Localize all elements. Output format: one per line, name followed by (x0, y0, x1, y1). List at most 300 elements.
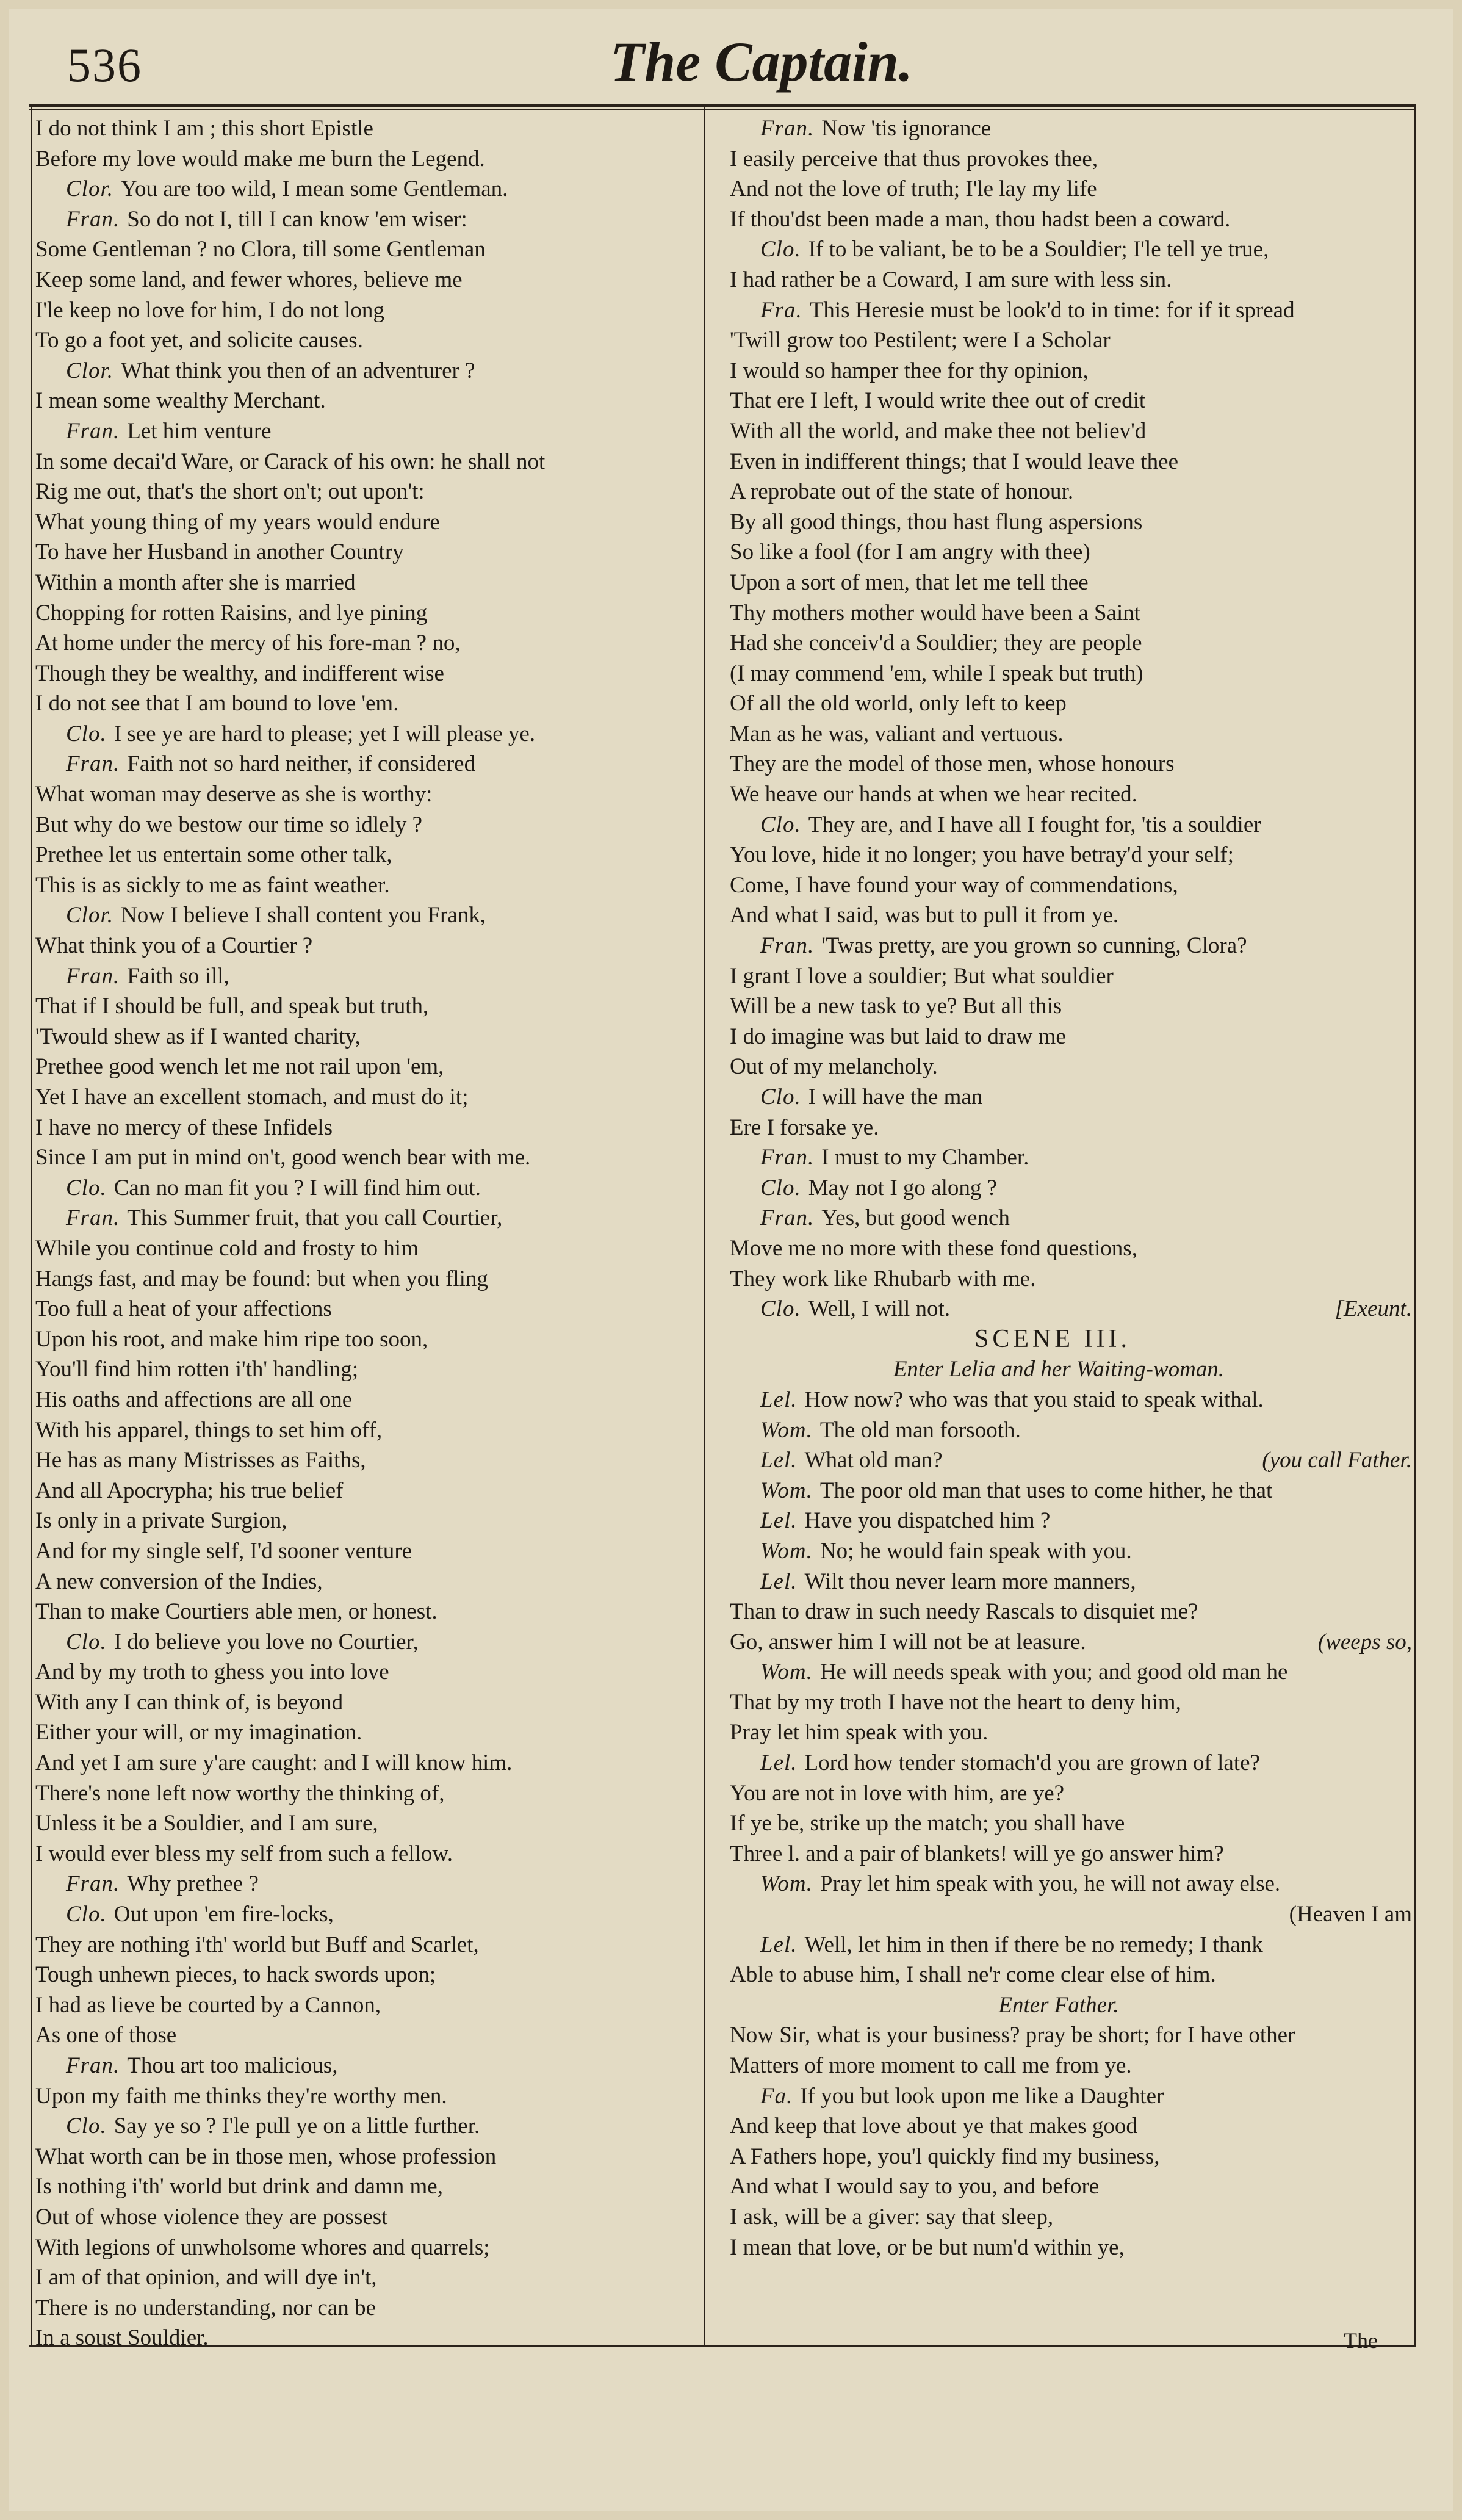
verse-line (730, 1778, 1412, 1809)
speaker-name: Clo. (66, 1175, 107, 1200)
verse-line (35, 2323, 700, 2353)
line-text: Now Sir, what is your business? pray be short; for I have other (730, 2023, 1295, 2048)
verse-line (35, 386, 700, 416)
speaker-name: Fa. (760, 2083, 793, 2109)
line-text: I grant I love a souldier; But what souldier (730, 963, 1114, 989)
line-text: Had she conceiv'd a Souldier; they are people (730, 630, 1142, 656)
speaker-name: Fran. (66, 418, 120, 444)
right-aligned-text: (you call Father. (1262, 1448, 1412, 1473)
verse-line (35, 749, 700, 779)
line-text: Will be a new task to ye? But all this (730, 994, 1062, 1019)
line-text: He has as many Mistrisses as Faiths, (35, 1448, 366, 1473)
line-text: Too full a heat of your affections (35, 1296, 332, 1322)
verse-line (35, 1688, 700, 1718)
verse-line (730, 204, 1412, 235)
verse-line (730, 598, 1412, 629)
verse-line (730, 1748, 1412, 1778)
verse-line (35, 1143, 700, 1173)
verse-line (35, 659, 700, 689)
line-text: What young thing of my years would endure (35, 509, 440, 535)
verse-line (35, 991, 700, 1022)
verse-line (730, 2111, 1412, 2142)
verse-line (730, 719, 1412, 749)
line-text: If thou'dst been made a man, thou hadst been a coward. (730, 206, 1231, 232)
verse-line (35, 568, 700, 598)
verse-line (35, 507, 700, 538)
speaker-name: Fran. (66, 963, 120, 989)
line-text: Keep some land, and fewer whores, believe me (35, 267, 463, 292)
line-text: I'le keep no love for him, I do not long (35, 297, 384, 323)
line-text: I have no mercy of these Infidels (35, 1114, 333, 1140)
line-text: Lord how tender stomach'd you are grown of late? (804, 1750, 1260, 1776)
line-text: I easily perceive that thus provokes thee, (730, 146, 1098, 171)
verse-line (35, 1839, 700, 1869)
line-text: I mean some wealthy Merchant. (35, 388, 326, 414)
speaker-name: Wom. (760, 1659, 813, 1685)
line-text: You love, hide it no longer; you have betray'd your self; (730, 842, 1234, 868)
speaker-name: Fran. (66, 1871, 120, 1897)
verse-line (730, 2202, 1412, 2233)
verse-line (730, 1476, 1412, 1506)
speaker-name: Clo. (66, 1629, 107, 1655)
verse-line (730, 1415, 1412, 1446)
verse-line (730, 961, 1412, 992)
verse-line (730, 386, 1412, 416)
verse-line (35, 1899, 700, 1930)
speaker-name: Clo. (760, 1085, 801, 1110)
line-text: Is nothing i'th' world but drink and damn me, (35, 2174, 443, 2200)
verse-line (730, 1627, 1412, 1658)
verse-line (730, 1113, 1412, 1143)
verse-line (730, 2051, 1412, 2081)
line-text: This Heresie must be look'd to in time: for if it spread (809, 297, 1295, 323)
line-text: So do not I, till I can know 'em wiser: (127, 206, 467, 232)
verse-line (730, 1536, 1412, 1567)
line-text: And yet I am sure y'are caught: and I will know him. (35, 1750, 513, 1776)
verse-line (730, 2172, 1412, 2202)
line-text: I ask, will be a giver: say that sleep, (730, 2204, 1054, 2229)
verse-line (730, 1203, 1412, 1233)
speaker-name: Wom. (760, 1417, 813, 1443)
verse-line (35, 2111, 700, 2142)
speaker-name: Clor. (66, 903, 114, 928)
line-text: His oaths and affections are all one (35, 1387, 353, 1412)
verse-line (35, 840, 700, 870)
verse-line (35, 1203, 700, 1233)
verse-line (35, 1627, 700, 1658)
line-text: Than to draw in such needy Rascals to disquiet me? (730, 1599, 1198, 1625)
verse-line (730, 2142, 1412, 2172)
line-text: Matters of more moment to call me from ye. (730, 2053, 1132, 2078)
verse-line (35, 1173, 700, 1204)
line-text: I do not see that I am bound to love 'em. (35, 691, 399, 717)
line-text: To go a foot yet, and solicite causes. (35, 328, 363, 353)
right-border-rule (1414, 107, 1416, 2345)
line-text: What think you of a Courtier ? (35, 933, 313, 959)
left-border-rule (31, 107, 32, 2345)
verse-line (35, 114, 700, 144)
verse-line (35, 1385, 700, 1415)
verse-line (35, 1930, 700, 1960)
line-text: While you continue cold and frosty to him (35, 1235, 419, 1261)
speaker-name: Lel. (760, 1448, 798, 1473)
speaker-name: Fran. (66, 1205, 120, 1231)
verse-line (35, 1778, 700, 1809)
line-text: Upon a sort of men, that let me tell thee (730, 569, 1089, 595)
line-text: Unless it be a Souldier, and I am sure, (35, 1811, 378, 1836)
verse-line (730, 1869, 1412, 1899)
verse-line (35, 2051, 700, 2081)
line-text: And what I would say to you, and before (730, 2174, 1100, 2200)
verse-line (730, 477, 1412, 507)
line-text: He will needs speak with you; and good old man he (819, 1659, 1288, 1685)
speaker-name: Wom. (760, 1871, 813, 1897)
line-text: But why do we bestow our time so idlely ? (35, 812, 423, 837)
speaker-name: Fran. (66, 2053, 120, 2078)
verse-line (35, 1294, 700, 1324)
verse-line (35, 1233, 700, 1264)
verse-line (35, 2081, 700, 2112)
header-rule (29, 104, 1416, 107)
verse-line (35, 295, 700, 326)
verse-line (730, 1506, 1412, 1536)
line-text: (I may commend 'em, while I speak but truth) (730, 660, 1143, 686)
line-text: Since I am put in mind on't, good wench bear with me. (35, 1145, 531, 1171)
verse-line (730, 1808, 1412, 1839)
verse-line (730, 144, 1412, 175)
line-text: Chopping for rotten Raisins, and lye pining (35, 600, 428, 626)
line-text: Let him venture (127, 418, 272, 444)
verse-line (730, 870, 1412, 901)
line-text: What think you then of an adventurer ? (121, 358, 475, 383)
line-text: Say ye so ? I'le pull ye on a little further. (113, 2114, 480, 2139)
verse-line (730, 659, 1412, 689)
verse-line (35, 1354, 700, 1385)
speaker-name: Clo. (760, 812, 801, 837)
verse-line (35, 537, 700, 568)
verse-line (35, 1445, 700, 1476)
verse-line (35, 2202, 700, 2233)
verse-line (35, 779, 700, 810)
line-text: And keep that love about ye that makes good (730, 2114, 1137, 2139)
right-aligned-text: (weeps so, (1317, 1629, 1412, 1655)
line-text: Upon his root, and make him ripe too soon, (35, 1326, 428, 1352)
right-text-column (730, 114, 1412, 2262)
verse-line (730, 779, 1412, 810)
speaker-name: Lel. (760, 1508, 798, 1534)
line-text: What old man? (804, 1448, 943, 1473)
line-text: They are nothing i'th' world but Buff and Scarlet, (35, 1932, 479, 1957)
line-text: So like a fool (for I am angry with thee) (730, 540, 1090, 565)
verse-line (730, 416, 1412, 447)
line-text: Three l. and a pair of blankets! will ye go answer him? (730, 1841, 1224, 1866)
line-text: This Summer fruit, that you call Courtier, (127, 1205, 503, 1231)
speaker-name: Fran. (760, 1145, 815, 1171)
line-text: Come, I have found your way of commendations, (730, 872, 1178, 898)
verse-line (35, 1960, 700, 1990)
line-text: Able to abuse him, I shall ne'r come clear else of him. (730, 1962, 1216, 1988)
verse-line (730, 537, 1412, 568)
verse-line (35, 1717, 700, 1748)
line-text: Than to make Courtiers able men, or honest. (35, 1599, 438, 1625)
speaker-name: Fran. (760, 933, 815, 959)
speaker-name: Fra. (760, 297, 802, 323)
verse-line (730, 325, 1412, 356)
verse-line (730, 1082, 1412, 1113)
line-text: The old man forsooth. (819, 1417, 1021, 1443)
line-text: They work like Rhubarb with me. (730, 1266, 1036, 1291)
verse-line (730, 1930, 1412, 1960)
verse-line (730, 1688, 1412, 1718)
line-text: I will have the man (808, 1085, 983, 1110)
line-text: They are, and I have all I fought for, 'tis a souldier (808, 812, 1261, 837)
verse-line (35, 2020, 700, 2051)
verse-line (35, 1324, 700, 1355)
verse-line (35, 416, 700, 447)
verse-line (730, 1233, 1412, 1264)
line-text: As one of those (35, 2023, 177, 2048)
line-text: Within a month after she is married (35, 569, 356, 595)
line-text: Pray let him speak with you, he will not away else. (819, 1871, 1281, 1897)
verse-line (730, 1717, 1412, 1748)
verse-line (35, 961, 700, 992)
line-text: If to be valiant, be to be a Souldier; I'le tell ye true, (808, 237, 1269, 262)
line-text: Go, answer him I will not be at leasure. (730, 1629, 1086, 1655)
verse-line (730, 840, 1412, 870)
speaker-name: Wom. (760, 1478, 813, 1503)
header-rule-thin (29, 109, 1416, 110)
line-text: Yet I have an excellent stomach, and must do it; (35, 1085, 469, 1110)
verse-line (730, 1839, 1412, 1869)
verse-line (35, 265, 700, 295)
verse-line (35, 144, 700, 175)
speaker-name: Clo. (760, 1175, 801, 1200)
verse-line (35, 1869, 700, 1899)
catchword: The (1344, 2328, 1378, 2353)
line-text: No; he would fain speak with you. (819, 1538, 1132, 1564)
verse-line (730, 1960, 1412, 1990)
line-text: What woman may deserve as she is worthy: (35, 782, 433, 807)
verse-line (730, 900, 1412, 931)
line-text: Before my love would make me burn the Legend. (35, 146, 485, 171)
line-text: There is no understanding, nor can be (35, 2295, 376, 2320)
line-text: I am of that opinion, and will dye in't, (35, 2265, 377, 2291)
line-text: To have her Husband in another Country (35, 540, 404, 565)
line-text: I mean that love, or be but num'd within ye, (730, 2234, 1125, 2260)
line-text: 'Twould shew as if I wanted charity, (35, 1024, 361, 1049)
line-text: I had rather be a Coward, I am sure with less sin. (730, 267, 1172, 292)
line-text: Some Gentleman ? no Clora, till some Gentleman (35, 237, 486, 262)
line-text: Now 'tis ignorance (821, 116, 992, 141)
line-text: Now I believe I shall content you Frank, (121, 903, 486, 928)
line-text: 'Twas pretty, are you grown so cunning, Clora? (821, 933, 1247, 959)
verse-line (35, 1476, 700, 1506)
line-text: And for my single self, I'd sooner venture (35, 1538, 412, 1564)
line-text: Ere I forsake ye. (730, 1114, 879, 1140)
speaker-name: Clo. (760, 1296, 801, 1322)
verse-line (730, 1657, 1412, 1688)
line-text: Yes, but good wench (821, 1205, 1010, 1231)
verse-line (35, 1808, 700, 1839)
verse-line (730, 1052, 1412, 1082)
line-text: Faith not so hard neither, if considered (127, 751, 476, 777)
line-text: And what I said, was but to pull it from ye. (730, 903, 1119, 928)
speaker-name: Clo. (66, 1902, 107, 1927)
verse-line (35, 1082, 700, 1113)
verse-line (35, 447, 700, 477)
line-text: You are not in love with him, are ye? (730, 1780, 1065, 1806)
speaker-name: Lel. (760, 1750, 798, 1776)
left-text-column (35, 114, 700, 2353)
verse-line (35, 477, 700, 507)
speaker-name: Clo. (66, 721, 107, 746)
line-text: Man as he was, valiant and vertuous. (730, 721, 1064, 746)
line-text: Thy mothers mother would have been a Saint (730, 600, 1141, 626)
verse-line (35, 2142, 700, 2172)
line-text: Tough unhewn pieces, to hack swords upon; (35, 1962, 436, 1988)
verse-line (35, 931, 700, 961)
line-text: Rig me out, that's the short on't; out upon't: (35, 479, 425, 505)
line-text: Can no man fit you ? I will find him out. (113, 1175, 481, 1200)
verse-line (35, 1052, 700, 1082)
line-text: Though they be wealthy, and indifferent wise (35, 660, 444, 686)
speaker-name: Clor. (66, 176, 114, 202)
line-text: I would so hamper thee for thy opinion, (730, 358, 1089, 383)
verse-line (730, 295, 1412, 326)
line-text: Is only in a private Surgion, (35, 1508, 287, 1534)
line-text: I do not think I am ; this short Epistle (35, 116, 373, 141)
line-text: Out of whose violence they are possest (35, 2204, 388, 2229)
line-text: In some decai'd Ware, or Carack of his own: he shall not (35, 449, 546, 474)
line-text: This is as sickly to me as faint weather. (35, 872, 390, 898)
verse-line (35, 356, 700, 386)
speaker-name: Wom. (760, 1538, 813, 1564)
line-text: And by my troth to ghess you into love (35, 1659, 389, 1685)
verse-line (730, 1597, 1412, 1627)
line-text: Prethee good wench let me not rail upon 'em, (35, 1054, 444, 1080)
verse-line (35, 325, 700, 356)
verse-line (730, 628, 1412, 659)
line-text: Prethee let us entertain some other talk, (35, 842, 392, 868)
verse-line (35, 688, 700, 719)
line-text: How now? who was that you staid to speak withal. (804, 1387, 1264, 1412)
line-text: With his apparel, things to set him off, (35, 1417, 383, 1443)
line-text: If ye be, strike up the match; you shall have (730, 1811, 1125, 1836)
verse-line (35, 598, 700, 629)
verse-line (35, 870, 700, 901)
line-text: By all good things, thou hast flung aspersions (730, 509, 1143, 535)
verse-line (730, 507, 1412, 538)
stage-direction: Enter Lelia and her Waiting-woman. (893, 1357, 1225, 1382)
verse-line (35, 1597, 700, 1627)
verse-line (730, 234, 1412, 265)
line-text: The poor old man that uses to come hither, he that (819, 1478, 1273, 1503)
scene-heading: SCENE III. (974, 1324, 1131, 1353)
verse-line (35, 810, 700, 840)
speaker-name: Clo. (66, 2114, 107, 2139)
line-text: Move me no more with these fond questions, (730, 1235, 1137, 1261)
line-text: With any I can think of, is beyond (35, 1689, 344, 1715)
verse-line (35, 2262, 700, 2293)
speaker-name: Clo. (760, 237, 801, 262)
verse-line (35, 1567, 700, 1597)
line-text: Even in indifferent things; that I would leave thee (730, 449, 1178, 474)
line-text: That ere I left, I would write thee out of credit (730, 388, 1146, 414)
speaker-name: Lel. (760, 1569, 798, 1594)
line-text: And all Apocrypha; his true belief (35, 1478, 344, 1503)
turnover-text: (Heaven I am (1289, 1902, 1412, 1927)
verse-line (35, 2233, 700, 2263)
verse-line (35, 628, 700, 659)
verse-line (730, 2081, 1412, 2112)
line-text: 'Twill grow too Pestilent; were I a Scholar (730, 328, 1111, 353)
line-text: I see ye are hard to please; yet I will please ye. (113, 721, 536, 746)
verse-line (35, 1264, 700, 1294)
verse-line (730, 114, 1412, 144)
verse-line (35, 900, 700, 931)
verse-line (35, 1990, 700, 2021)
verse-line (730, 1385, 1412, 1415)
line-text: I had as lieve be courted by a Cannon, (35, 1992, 381, 2018)
verse-line (730, 931, 1412, 961)
line-text: I must to my Chamber. (821, 1145, 1029, 1171)
line-text: May not I go along ? (808, 1175, 998, 1200)
line-text: What worth can be in those men, whose profession (35, 2143, 497, 2169)
verse-line (35, 1113, 700, 1143)
page-number: 536 (67, 38, 142, 92)
line-text: You are too wild, I mean some Gentleman. (121, 176, 508, 202)
running-title: The Captain. (610, 31, 913, 93)
line-text: Out of my melancholy. (730, 1054, 938, 1080)
line-text: A Fathers hope, you'l quickly find my business, (730, 2143, 1160, 2169)
verse-line (35, 1506, 700, 1536)
line-text: They are the model of those men, whose honours (730, 751, 1175, 777)
verse-line (35, 1657, 700, 1688)
verse-line (35, 1022, 700, 1052)
verse-line (730, 265, 1412, 295)
line-text: Either your will, or my imagination. (35, 1720, 362, 1746)
line-text: Thou art too malicious, (127, 2053, 338, 2078)
verse-line (730, 447, 1412, 477)
line-text: Why prethee ? (127, 1871, 259, 1897)
verse-line (35, 2172, 700, 2202)
line-text: Pray let him speak with you. (730, 1720, 988, 1746)
line-text: In a soust Souldier. (35, 2325, 209, 2351)
verse-line (35, 1748, 700, 1778)
line-text: Out upon 'em fire-locks, (113, 1902, 334, 1927)
line-text: Well, I will not. (808, 1296, 951, 1322)
line-text: I would ever bless my self from such a fellow. (35, 1841, 453, 1866)
line-text: A reprobate out of the state of honour. (730, 479, 1074, 505)
line-text: There's none left now worthy the thinking of, (35, 1780, 445, 1806)
verse-line (730, 1173, 1412, 1204)
line-text: If you but look upon me like a Daughter (800, 2083, 1164, 2109)
line-text: Of all the old world, only left to keep (730, 691, 1067, 717)
speaker-name: Fran. (760, 116, 815, 141)
line-text: A new conversion of the Indies, (35, 1569, 323, 1594)
verse-line (730, 1294, 1412, 1324)
speaker-name: Lel. (760, 1387, 798, 1412)
speaker-name: Fran. (760, 1205, 815, 1231)
verse-line (730, 1143, 1412, 1173)
line-text: I do believe you love no Courtier, (113, 1629, 419, 1655)
line-text: I do imagine was but laid to draw me (730, 1024, 1066, 1049)
verse-line (35, 719, 700, 749)
line-text: Wilt thou never learn more manners, (804, 1569, 1136, 1594)
line-text: That by my troth I have not the heart to deny him, (730, 1689, 1181, 1715)
line-text: Have you dispatched him ? (804, 1508, 1051, 1534)
verse-line (730, 749, 1412, 779)
